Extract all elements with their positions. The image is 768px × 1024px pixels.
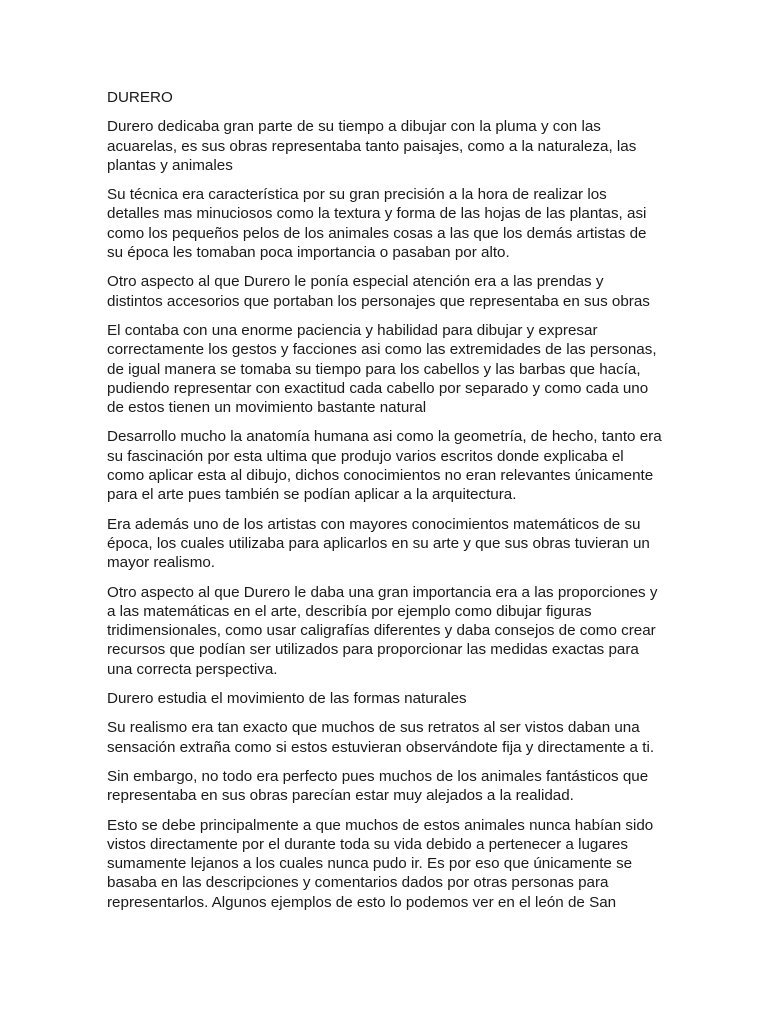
paragraph-9: Su realismo era tan exacto que muchos de sus retratos al ser vistos daban una sensación extraña como si estos estuvieran observándote fija y directamente a ti. xyxy=(107,719,655,756)
document-page xyxy=(107,88,663,922)
paragraph-6: Era además uno de los artistas con mayores conocimientos matemáticos de su época, los cuales utilizaba para aplicarlos en su arte y que sus obras tuvieran un mayor realismo. xyxy=(107,515,650,572)
paragraph-1: Durero dedicaba gran parte de su tiempo a dibujar con la pluma y con las acuarelas, es sus obras representaba tanto paisajes, como a la naturaleza, las plantas y animales xyxy=(107,118,637,174)
paragraph-7: Otro aspecto al que Durero le daba una gran importancia era a las proporciones y a las matemáticas en el arte, describía por ejemplo como dibujar figuras tridimensionales, como usar caligrafías diferentes y daba consejos de como crear recursos que podían ser utilizados para proporcionar las medidas exactas para una correcta perspectiva. xyxy=(107,583,658,678)
document-title: DURERO xyxy=(107,89,173,106)
paragraph-5: Desarrollo mucho la anatomía humana asi como la geometría, de hecho, tanto era su fascinación por esta ultima que produjo varios escritos donde explicaba el como aplicar esta al dibujo, dichos conocimientos no eran relevantes únicamente para el arte pues también se podían aplicar a la arquitectura. xyxy=(107,428,662,504)
paragraph-4: El contaba con una enorme paciencia y habilidad para dibujar y expresar correctamente los gestos y facciones asi como las extremidades de las personas, de igual manera se tomaba su tiempo para los cabellos y las barbas que hacía, pudiendo representar con exactitud cada cabello por separado y como cada uno de estos tienen un movimiento bastante natural xyxy=(107,321,657,417)
paragraph-3: Otro aspecto al que Durero le ponía especial atención era a las prendas y distintos accesorios que portaban los personajes que representaba en sus obras xyxy=(107,273,650,310)
paragraph-11: Esto se debe principalmente a que muchos de estos animales nunca habían sido vistos directamente por el durante toda su vida debido a pertenecer a lugares sumamente lejanos a los cuales nunca pudo ir. Es por eso que únicamente se basaba en las descripciones y comentarios dados por otras personas para representarlos. Algunos ejemplos de esto lo podemos ver en el león de San xyxy=(107,816,654,911)
paragraph-10: Sin embargo, no todo era perfecto pues muchos de los animales fantásticos que representaba en sus obras parecían estar muy alejados a la realidad. xyxy=(107,767,649,805)
paragraph-2: Su técnica era característica por su gran precisión a la hora de realizar los detalles mas minuciosos como la textura y forma de las hojas de las plantas, asi como los pequeños pelos de los animales cosas a las que los demás artistas de su época les tomaban poca importancia o pasaban por alto. xyxy=(107,186,647,262)
paragraph-8: Durero estudia el movimiento de las formas naturales xyxy=(107,690,467,708)
